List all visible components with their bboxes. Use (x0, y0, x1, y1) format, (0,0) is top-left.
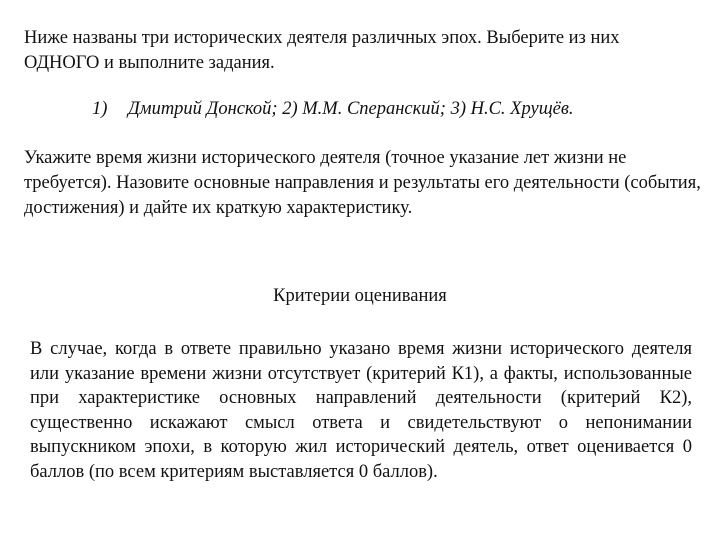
task-paragraph: Укажите время жизни исторического деятеля (точное указание лет жизни не требуется). Назовите основные направления и результаты его деятельности (события, достижения) и дайте их краткую характеристику. (24, 148, 701, 218)
list-text: Дмитрий Донской; 2) М.М. Сперанский; 3) Н.С. Хрущёв. (128, 99, 574, 119)
intro-paragraph: Ниже названы три исторических деятеля различных эпох. Выберите из них ОДНОГО и выполните задания. (24, 28, 620, 73)
criteria-heading: Критерии оценивания (273, 286, 447, 306)
historical-figures-list (92, 97, 712, 122)
list-number: 1) (92, 99, 108, 119)
criteria-paragraph: В случае, когда в ответе правильно указано время жизни исторического деятеля или указание времени жизни отсутствует (критерий К1), а факты, использованные при характеристике основных направлений деятельности (критерий К2), существенно искажают смысл ответа и свидетельствуют о непонимании выпускником эпохи, в которую жил исторический деятель, ответ оценивается 0 баллов (по всем критериям выставляется 0 баллов). (30, 339, 692, 482)
